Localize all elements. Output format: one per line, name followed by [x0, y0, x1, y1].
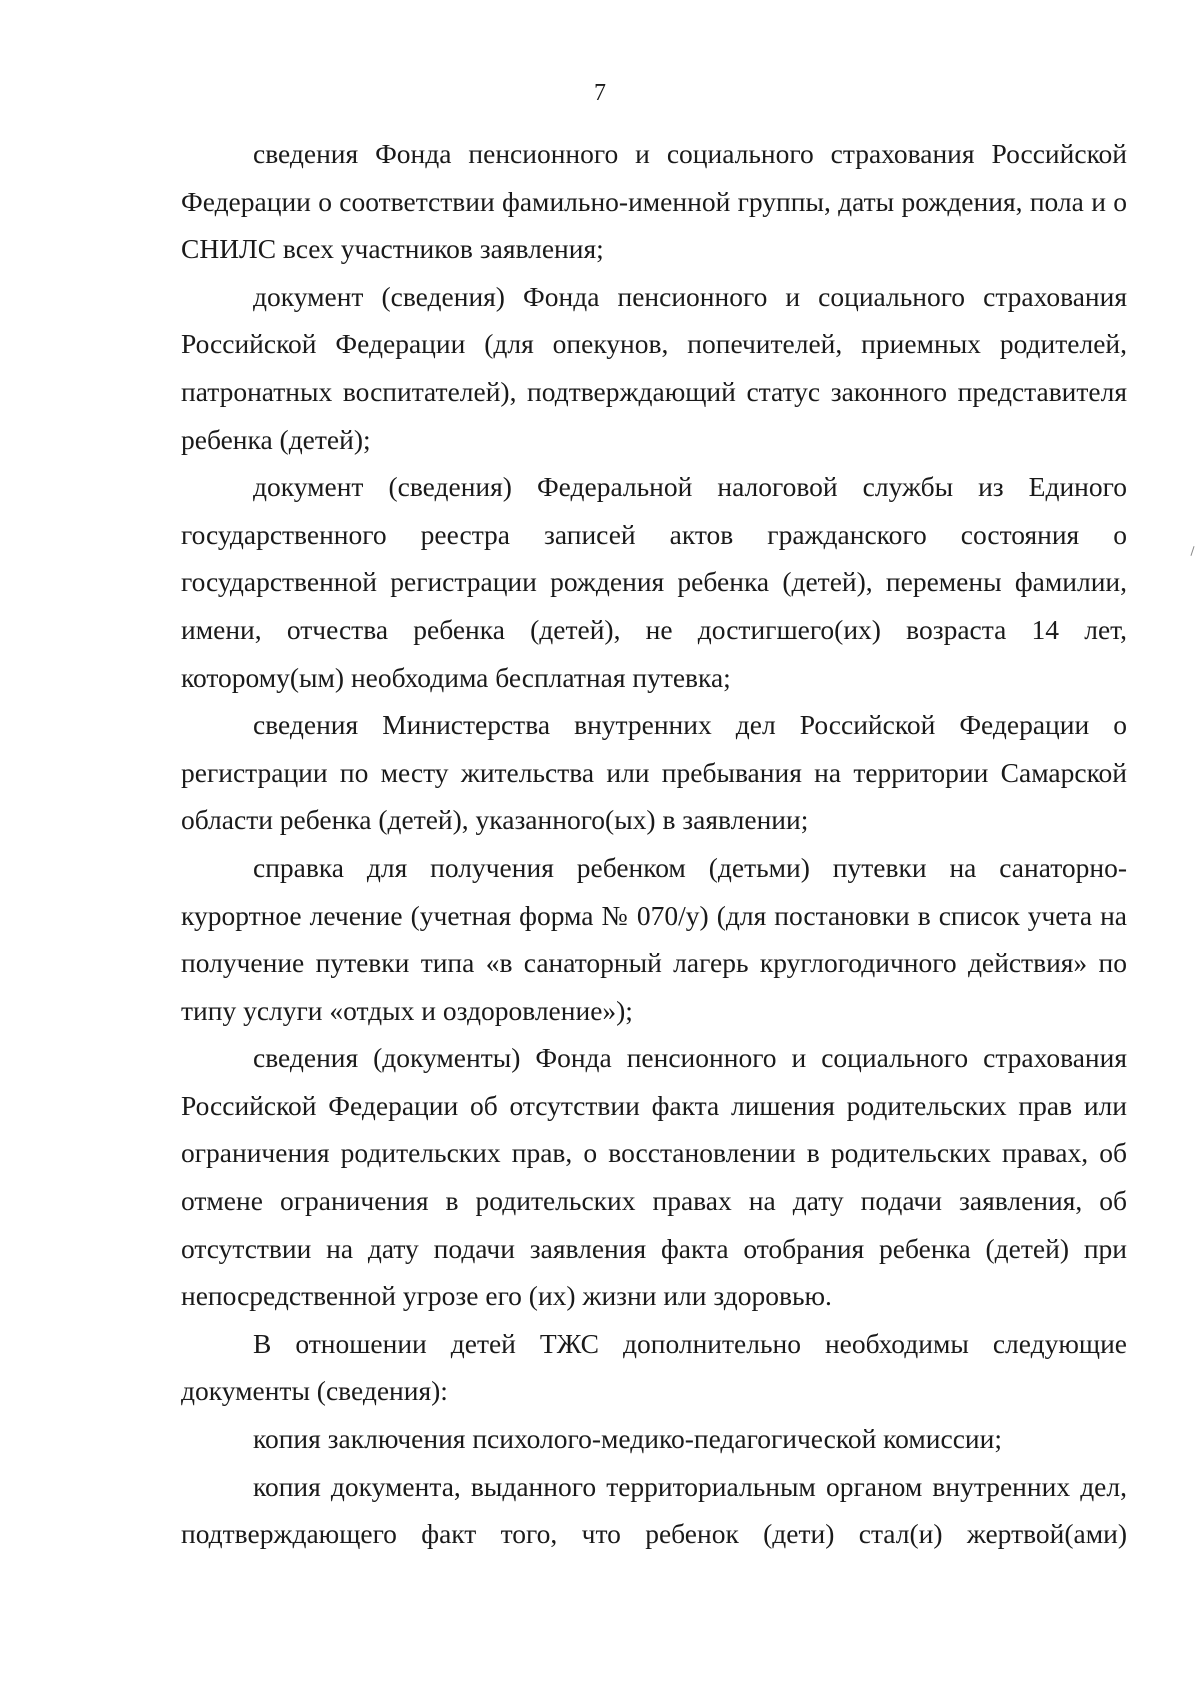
paragraph-interior-document-copy: копия документа, выданного территориальным органом внутренних дел, подтверждающего факт того, что ребенок (дети) стал(и) жертвой(ами) — [181, 1470, 1127, 1550]
scan-margin-mark — [1190, 546, 1194, 556]
paragraph-sanatorium-certificate: справка для получения ребенком (детьми) путевки на санаторно-курортное лечение (учетная форма № 070/у) (для постановки в список учета на получение путевки типа «в санаторный лагерь круглогодичного действия» по типу услуги «отдых и оздоровление»); — [181, 851, 1127, 1026]
paragraph-pension-fund-info: сведения Фонда пенсионного и социального страхования Российской Федерации о соответствии фамильно-именной группы, даты рождения, пола и о СНИЛС всех участников заявления; — [181, 138, 1127, 265]
paragraph-parental-rights-info: сведения (документы) Фонда пенсионного и социального страхования Российской Федерации об отсутствии факта лишения родительских прав или ограничения родительских прав, о восстановлении в родительских правах, об отмене ограничения в родительских правах на дату подачи заявления, об отсутствии на дату подачи заявления факта отобрания ребенка (детей) при непосредственной угрозе его (их) жизни или здоровью. — [181, 1042, 1127, 1312]
paragraph-pmpk-conclusion: копия заключения психолого-медико-педагогической комиссии; — [253, 1423, 1002, 1455]
page-number: 7 — [594, 80, 606, 106]
paragraph-tzhs-children-intro: В отношении детей ТЖС дополнительно необходимы следующие документы (сведения): — [181, 1327, 1127, 1407]
document-body — [181, 130, 1127, 1558]
paragraph-interior-ministry-registration: сведения Министерства внутренних дел Российской Федерации о регистрации по месту жительства или пребывания на территории Самарской области ребенка (детей), указанного(ых) в заявлении; — [181, 709, 1127, 836]
paragraph-tax-service-registry: документ (сведения) Федеральной налоговой службы из Единого государственного реестра записей актов гражданского состояния о государственной регистрации рождения ребенка (детей), перемены фамилии, имени, отчества ребенка (детей), не достигшего(их) возраста 14 лет, которому(ым) необходима бесплатная путевка; — [181, 471, 1127, 693]
paragraph-guardian-status: документ (сведения) Фонда пенсионного и социального страхования Российской Федерации (для опекунов, попечителей, приемных родителей, патронатных воспитателей), подтверждающий статус законного представителя ребенка (детей); — [181, 280, 1127, 455]
